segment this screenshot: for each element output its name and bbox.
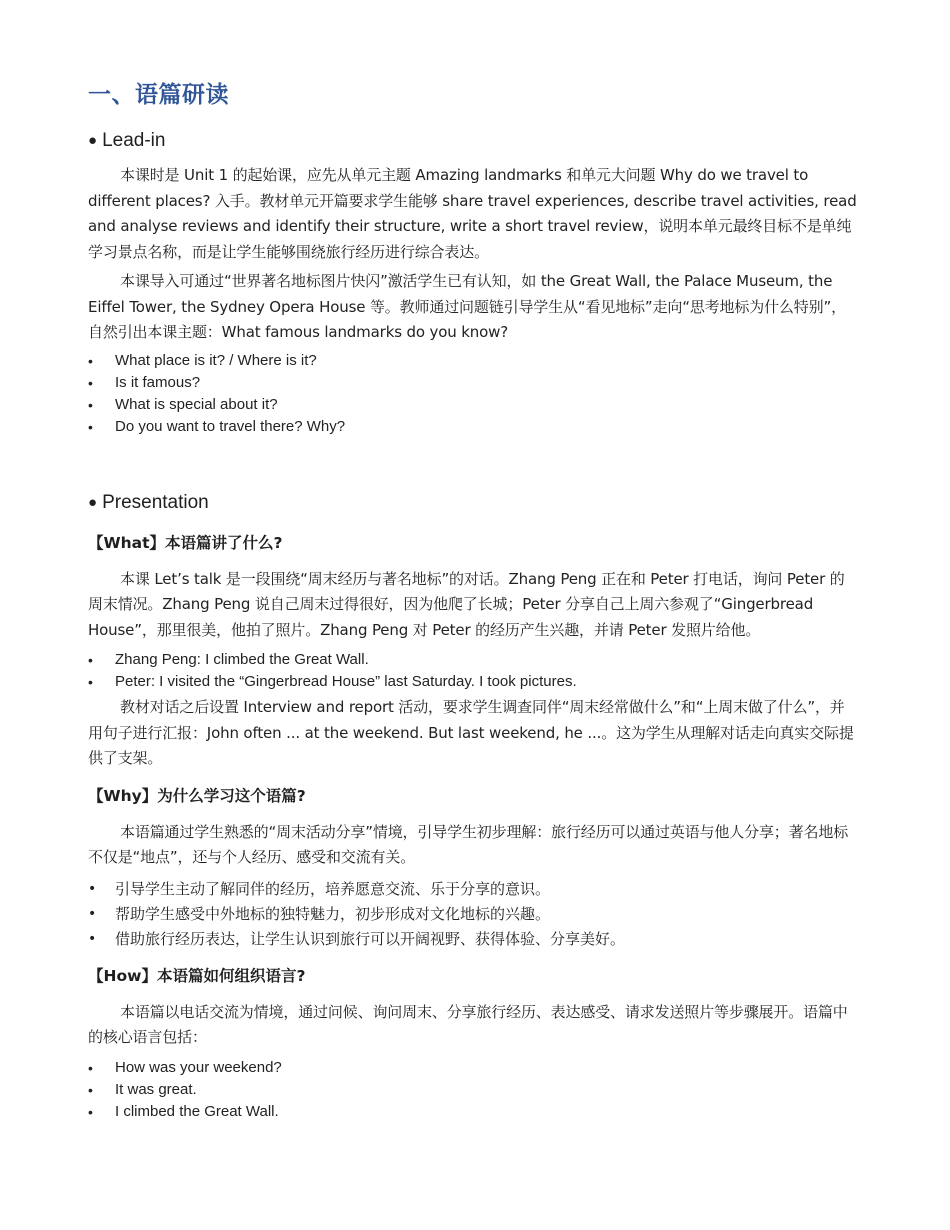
leadin-question-list	[88, 350, 858, 438]
list-item: • Is it famous?	[88, 372, 858, 394]
bullet-icon: •	[88, 352, 93, 369]
heading-bullet-icon: ●	[88, 132, 98, 149]
document-page	[88, 78, 858, 1123]
list-item: • It was great.	[88, 1079, 858, 1101]
what-paragraph-2: 教材对话之后设置 Interview and report 活动，要求学生调查同伴“周末经常做什么”和“上周末做了什么”，并用句子进行汇报：John often ... at the weekend. But last weekend, he ...。这为学生从理解对话走向真实交际提供了支架。	[88, 698, 854, 767]
how-paragraph-1: 本语篇以电话交流为情境，通过问候、询问周末、分享旅行经历、表达感受、请求发送照片等步骤展开。语篇中的核心语言包括：	[88, 1002, 848, 1046]
bullet-icon: •	[88, 880, 97, 897]
how-heading: 【How】本语篇如何组织语言?	[88, 966, 306, 985]
bullet-icon: •	[88, 396, 93, 413]
bullet-icon: •	[88, 1081, 93, 1098]
why-point-list	[88, 877, 858, 952]
bullet-icon: •	[88, 930, 97, 947]
bullet-icon: •	[88, 418, 93, 435]
leadin-paragraph-1: 本课时是 Unit 1 的起始课，应先从单元主题 Amazing landmarks 和单元大问题 Why do we travel to different places? 入手。教材单元开篇要求学生能够 share travel experiences, describe travel activities, read and analyse reviews and identify their structure, write a short travel review，说明本单元最终目标不是单纯学习景点名称，而是让学生能够围绕旅行经历进行综合表达。	[88, 166, 857, 261]
list-item: • What place is it? / Where is it?	[88, 350, 858, 372]
how-language-list	[88, 1057, 858, 1123]
what-heading: 【What】本语篇讲了什么?	[88, 533, 283, 552]
bullet-icon: •	[88, 1059, 93, 1076]
section-title: 一、语篇研读	[88, 82, 229, 108]
bullet-icon: •	[88, 374, 93, 391]
list-item: • Zhang Peng: I climbed the Great Wall.	[88, 649, 858, 671]
bullet-icon: •	[88, 905, 97, 922]
bullet-icon: •	[88, 674, 93, 690]
why-heading: 【Why】为什么学习这个语篇?	[88, 786, 306, 805]
heading-bullet-icon: ●	[88, 493, 98, 511]
list-item: • Do you want to travel there? Why?	[88, 416, 858, 438]
bullet-icon: •	[88, 1103, 93, 1120]
list-item: • What is special about it?	[88, 394, 858, 416]
presentation-heading-text: Presentation	[102, 491, 209, 513]
bullet-icon: •	[88, 652, 93, 668]
leadin-heading	[88, 128, 858, 155]
what-paragraph-1: 本课 Let’s talk 是一段围绕“周末经历与著名地标”的对话。Zhang Peng 正在和 Peter 打电话，询问 Peter 的周末情况。Zhang Peng 说自己周末过得很好，因为他爬了长城；Peter 分享自己上周六参观了“Gingerbread House”，那里很美，他拍了照片。Zhang Peng 对 Peter 的经历产生兴趣，并请 Peter 发照片给他。	[88, 569, 845, 639]
why-paragraph-1: 本语篇通过学生熟悉的“周末活动分享”情境，引导学生初步理解：旅行经历可以通过英语与他人分享；著名地标不仅是“地点”，还与个人经历、感受和交流有关。	[88, 822, 849, 866]
leadin-heading-text: Lead-in	[102, 130, 166, 151]
list-item: • How was your weekend?	[88, 1057, 858, 1079]
list-item: • Peter: I visited the “Gingerbread House” last Saturday. I took pictures.	[88, 671, 858, 693]
presentation-heading	[88, 490, 858, 517]
what-dialogue-list	[88, 649, 858, 693]
list-item: • I climbed the Great Wall.	[88, 1101, 858, 1123]
list-item: • 帮助学生感受中外地标的独特魅力，初步形成对文化地标的兴趣。	[88, 902, 858, 927]
leadin-paragraph-2: 本课导入可通过“世界著名地标图片快闪”激活学生已有认知，如 the Great Wall, the Palace Museum, the Eiffel Tower, the Sydney Opera House 等。教师通过问题链引导学生从“看见地标”走向“思考地标为什么特别”，自然引出本课主题：What famous landmarks do you know?	[88, 272, 846, 341]
list-item: • 借助旅行经历表达，让学生认识到旅行可以开阔视野、获得体验、分享美好。	[88, 927, 858, 952]
list-item: • 引导学生主动了解同伴的经历，培养愿意交流、乐于分享的意识。	[88, 877, 858, 902]
